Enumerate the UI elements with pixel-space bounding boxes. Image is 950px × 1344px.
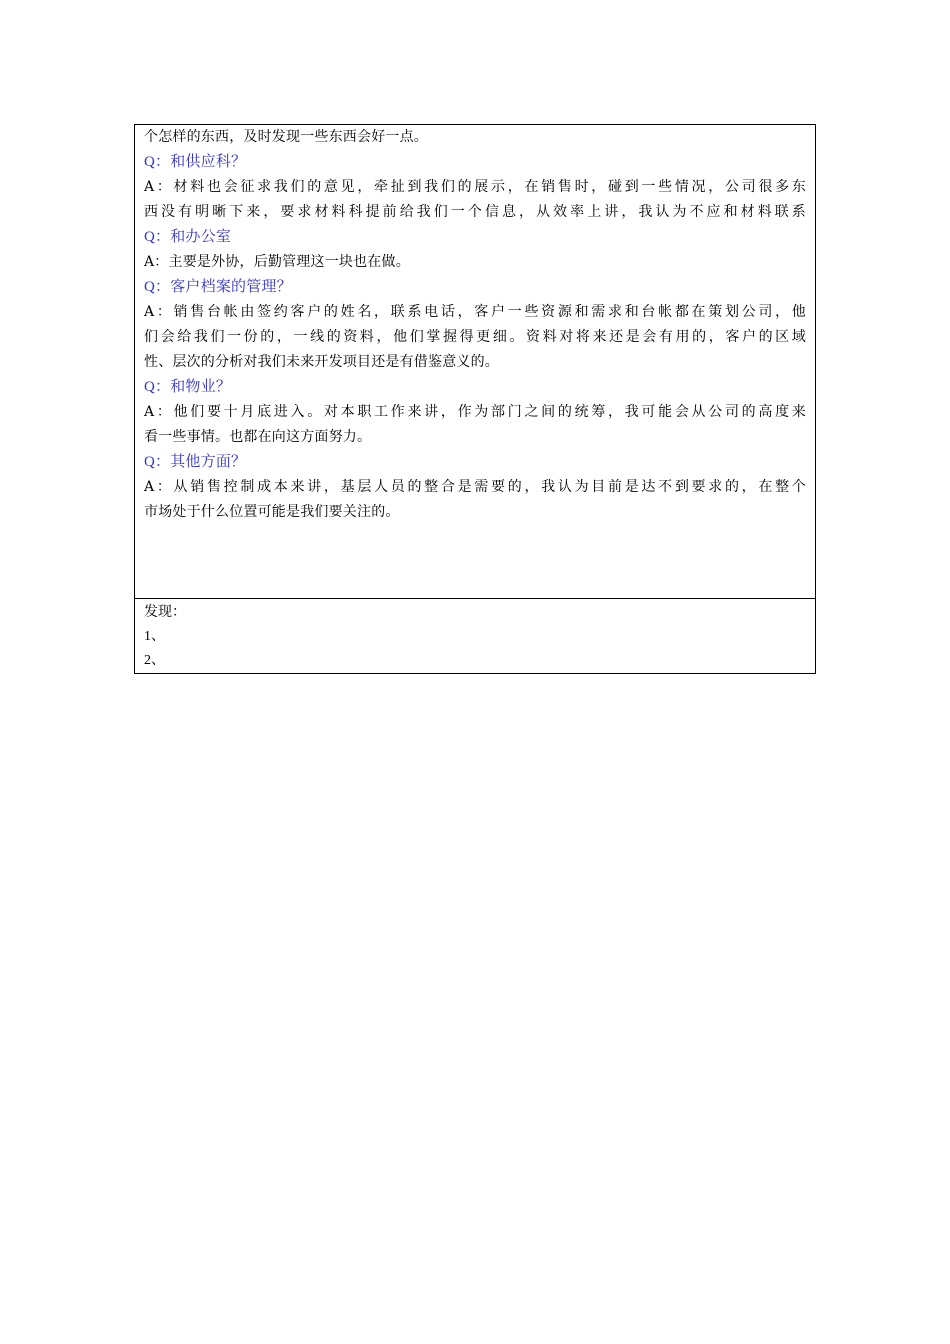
question-line: Q：和物业？ [144,379,232,395]
answer-line: 市场处于什么位置可能是我们要关注的。 [144,504,400,520]
question-line: Q：客户档案的管理？ [144,279,292,295]
answer-line: A：主要是外协，后勤管理这一块也在做。 [144,254,410,270]
answer-line: A：从销售控制成本来讲，基层人员的整合是需要的，我认为目前是达不到要求的，在整个 [144,479,806,495]
findings-item-2: 2、 [144,653,165,668]
answer-line: 个怎样的东西，及时发现一些东西会好一点。 [144,129,428,145]
answer-line: A：材料也会征求我们的意见，牵扯到我们的展示，在销售时，碰到一些情况，公司很多东 [144,179,806,195]
question-line: Q：其他方面？ [144,454,247,470]
question-line: Q：和办公室 [144,229,232,245]
interview-cell [134,124,816,599]
document-page [134,124,816,674]
answer-line: A：他们要十月底进入。对本职工作来讲，作为部门之间的统筹，我可能会从公司的高度来 [144,404,806,420]
answer-line: 性、层次的分析对我们未来开发项目还是有借鉴意义的。 [144,354,499,370]
answer-line: 西没有明晰下来，要求材料科提前给我们一个信息，从效率上讲，我认为不应和材料联系 [144,204,806,220]
findings-label: 发现： [144,605,186,620]
question-line: Q：和供应科？ [144,154,247,170]
answer-line: 看一些事情。也都在向这方面努力。 [144,429,372,445]
findings-cell [134,599,816,674]
findings-item-1: 1、 [144,629,165,644]
answer-line: 们会给我们一份的，一线的资料，他们掌握得更细。资料对将来还是会有用的，客户的区域 [144,329,806,345]
answer-line: A：销售台帐由签约客户的姓名，联系电话，客户一些资源和需求和台帐都在策划公司，他 [144,304,806,320]
